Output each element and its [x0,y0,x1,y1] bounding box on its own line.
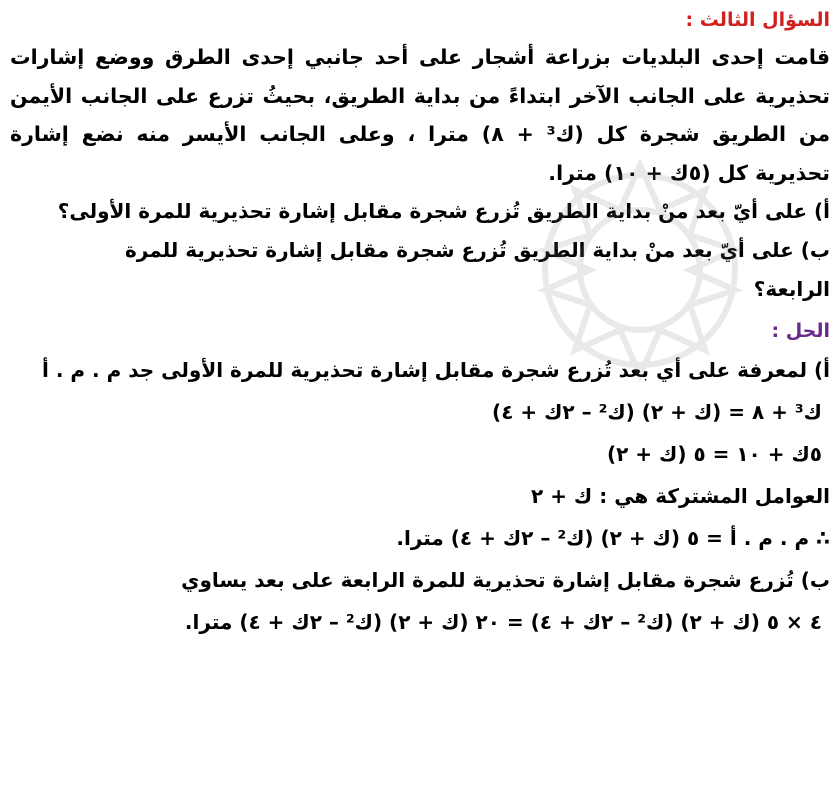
question-part-b-line1: ب) على أيّ بعد منْ بداية الطريق تُزرع شجرة مقابل إشارة تحذيرية للمرة [124,238,830,262]
lcm-result-line: ∴ م . م . أ = ٥ (ك + ٢) (ك² – ٢ك + ٤) مترا. [396,526,830,550]
question-part-b-line2: الرابعة؟ [753,277,830,301]
solution-b-intro: ب) تُزرع شجرة مقابل إشارة تحذيرية للمرة الرابعة على بعد يساوي [181,568,830,592]
question-part-a: أ) على أيّ بعد منْ بداية الطريق تُزرع شجرة مقابل إشارة تحذيرية للمرة الأولى؟ [57,199,830,223]
solution-heading: الحل : [771,320,830,342]
equation-linear-factorization: ٥ك + ١٠ = ٥ (ك + ٢) [606,442,822,466]
equation-cubic-factorization: ك³ + ٨ = (ك + ٢) (ك² – ٢ك + ٤) [492,400,822,424]
question-heading: السؤال الثالث : [685,9,830,31]
common-factors-line: العوامل المشتركة هي : ك + ٢ [531,484,830,508]
question-paragraph: قامت إحدى البلديات بزراعة أشجار على أحد جانبي إحدى الطرق ووضع إشارات تحذيرية على الجانب الآخر ابتداءً من بداية الطريق، بحيثُ تزرع على الجانب الأيمن من الطريق شجرة كل (ك³ + ٨) مترا ، وعلى الجانب الأيسر منه نضع إشارة تحذيرية كل (٥ك + ١٠) مترا. [10,45,831,185]
solution-b-result: ٤ × ٥ (ك + ٢) (ك² – ٢ك + ٤) = ٢٠ (ك + ٢) (ك² – ٢ك + ٤) مترا. [184,610,822,634]
solution-a-intro: أ) لمعرفة على أي بعد تُزرع شجرة مقابل إشارة تحذيرية للمرة الأولى جد م . م . أ [42,358,830,382]
